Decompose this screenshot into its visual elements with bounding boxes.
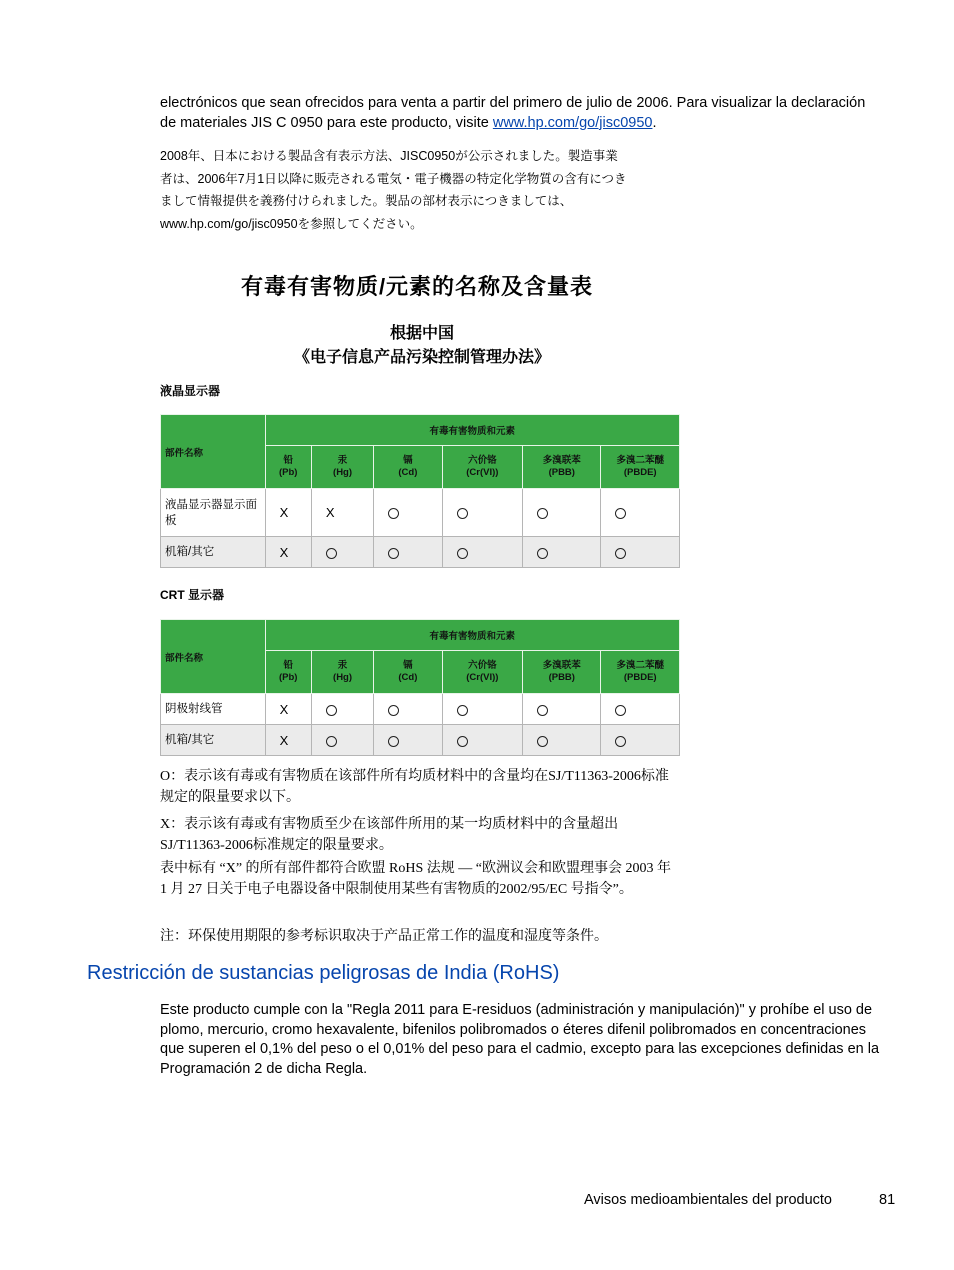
- china-subtitle-1: 根据中国: [389, 325, 454, 342]
- circle-icon: [537, 508, 548, 519]
- compliant-circle-mark: [523, 694, 601, 725]
- india-rohs-heading: Restricción de sustancias peligrosas de India (RoHS): [87, 962, 560, 984]
- circle-icon: [326, 736, 337, 747]
- part-name-cell: 机箱/其它: [161, 537, 266, 568]
- circle-icon: [326, 548, 337, 559]
- circle-icon: [388, 508, 399, 519]
- table-row: [161, 489, 680, 537]
- table-row: [161, 694, 680, 725]
- circle-icon: [457, 736, 468, 747]
- substance-column-header: 铅 (Pb): [265, 446, 311, 489]
- exceeds-x-mark: X: [265, 725, 311, 756]
- crt-substance-table: [160, 619, 680, 756]
- china-subtitle-2: 《电子信息产品污染控制管理办法》: [293, 349, 550, 366]
- compliant-circle-mark: [442, 725, 522, 756]
- compliant-circle-mark: [374, 489, 442, 537]
- circle-icon: [326, 705, 337, 716]
- substance-group-header: 有毒有害物质和元素: [265, 415, 679, 446]
- compliant-circle-mark: [374, 537, 442, 568]
- table-row: [161, 725, 680, 756]
- substance-column-header: 汞 (Hg): [311, 651, 373, 694]
- compliant-circle-mark: [311, 725, 373, 756]
- compliant-circle-mark: [601, 537, 680, 568]
- o-mark-note: O：表示该有毒或有害物质在该部件所有均质材料中的含量均在SJ/T11363-2006标准规定的限量要求以下。: [160, 769, 669, 805]
- circle-icon: [615, 508, 626, 519]
- lcd-section-label: 液晶显示器: [160, 384, 221, 398]
- intro-text-end: .: [652, 114, 657, 131]
- japanese-notice: 2008年、日本における製品含有表示方法、JISC0950が公示されました。製造事業者は、2006年7月1日以降に販売される電気・電子機器の特定化学物質の含有につきまして情報提供を義務付けられました。製品の部材表示につきましては、www.hp.com/go/jisc0950を参照してください。: [160, 149, 627, 231]
- substance-column-header: 镉 (Cd): [374, 446, 442, 489]
- substance-column-header: 六价铬 (Cr(VI)): [442, 446, 522, 489]
- china-table-title: 有毒有害物质/元素的名称及含量表: [240, 274, 594, 299]
- substance-column-header: 多溴二苯醚 (PBDE): [601, 651, 680, 694]
- part-name-cell: 液晶显示器显示面板: [161, 489, 266, 537]
- compliant-circle-mark: [442, 694, 522, 725]
- page-number: 81: [879, 1192, 896, 1208]
- substance-group-header: 有毒有害物质和元素: [265, 620, 679, 651]
- intro-paragraph: [160, 94, 885, 133]
- substance-column-header: 六价铬 (Cr(VI)): [442, 651, 522, 694]
- substance-column-header: 镉 (Cd): [374, 651, 442, 694]
- circle-icon: [537, 705, 548, 716]
- substance-column-header: 汞 (Hg): [311, 446, 373, 489]
- x-mark-note: X：表示该有毒或有害物质至少在该部件所用的某一均质材料中的含量超出 SJ/T11363-2006标准规定的限量要求。: [160, 817, 619, 853]
- circle-icon: [388, 736, 399, 747]
- compliant-circle-mark: [311, 694, 373, 725]
- compliant-circle-mark: [442, 489, 522, 537]
- exceeds-x-mark: X: [265, 694, 311, 725]
- substance-column-header: 多溴联苯 (PBB): [523, 446, 601, 489]
- circle-icon: [388, 548, 399, 559]
- lcd-substance-table: [160, 414, 680, 568]
- circle-icon: [457, 508, 468, 519]
- compliant-circle-mark: [523, 489, 601, 537]
- compliant-circle-mark: [311, 537, 373, 568]
- compliant-circle-mark: [523, 725, 601, 756]
- circle-icon: [537, 548, 548, 559]
- crt-section-label: CRT 显示器: [160, 588, 224, 602]
- exceeds-x-mark: X: [311, 489, 373, 537]
- compliant-circle-mark: [601, 725, 680, 756]
- compliant-circle-mark: [601, 694, 680, 725]
- compliant-circle-mark: [523, 537, 601, 568]
- india-rohs-paragraph: Este producto cumple con la "Regla 2011 para E-residuos (administración y manipulación)" y prohíbe el uso de plomo, mercurio, cromo hexavalente, bifenilos polibromados o éteres difenil polibromados en concentraciones que superen el 0,1% del peso o el 0,01% del peso para el cadmio, excepto para las excepciones definidas en la Programación 2 de dicha Regla.: [160, 1002, 880, 1077]
- compliant-circle-mark: [374, 694, 442, 725]
- rohs-compliance-note: 表中标有 “X” 的所有部件都符合欧盟 RoHS 法规 — “欧洲议会和欧盟理事会 2003 年 1 月 27 日关于电子电器设备中限制使用某些有害物质的2002/95/EC 号指令”。: [160, 861, 671, 897]
- substance-column-header: 多溴二苯醚 (PBDE): [601, 446, 680, 489]
- circle-icon: [457, 705, 468, 716]
- circle-icon: [457, 548, 468, 559]
- intro-text: electrónicos que sean ofrecidos para venta a partir del primero de julio de 2006. Para visualizar la declaración de materiales JIS C 0950 para este producto, visite: [160, 95, 866, 131]
- environment-note: 注：环保使用期限的参考标识取决于产品正常工作的温度和湿度等条件。: [160, 929, 608, 944]
- part-name-header: 部件名称: [161, 415, 266, 489]
- exceeds-x-mark: X: [265, 489, 311, 537]
- substance-column-header: 铅 (Pb): [265, 651, 311, 694]
- circle-icon: [615, 548, 626, 559]
- table-row: [161, 537, 680, 568]
- circle-icon: [615, 736, 626, 747]
- compliant-circle-mark: [442, 537, 522, 568]
- footer-section-title: Avisos medioambientales del producto: [584, 1192, 832, 1208]
- compliant-circle-mark: [601, 489, 680, 537]
- jisc-link[interactable]: www.hp.com/go/jisc0950: [492, 114, 653, 131]
- circle-icon: [537, 736, 548, 747]
- substance-column-header: 多溴联苯 (PBB): [523, 651, 601, 694]
- exceeds-x-mark: X: [265, 537, 311, 568]
- part-name-cell: 阴极射线管: [161, 694, 266, 725]
- circle-icon: [388, 705, 399, 716]
- part-name-cell: 机箱/其它: [161, 725, 266, 756]
- compliant-circle-mark: [374, 725, 442, 756]
- part-name-header: 部件名称: [161, 620, 266, 694]
- circle-icon: [615, 705, 626, 716]
